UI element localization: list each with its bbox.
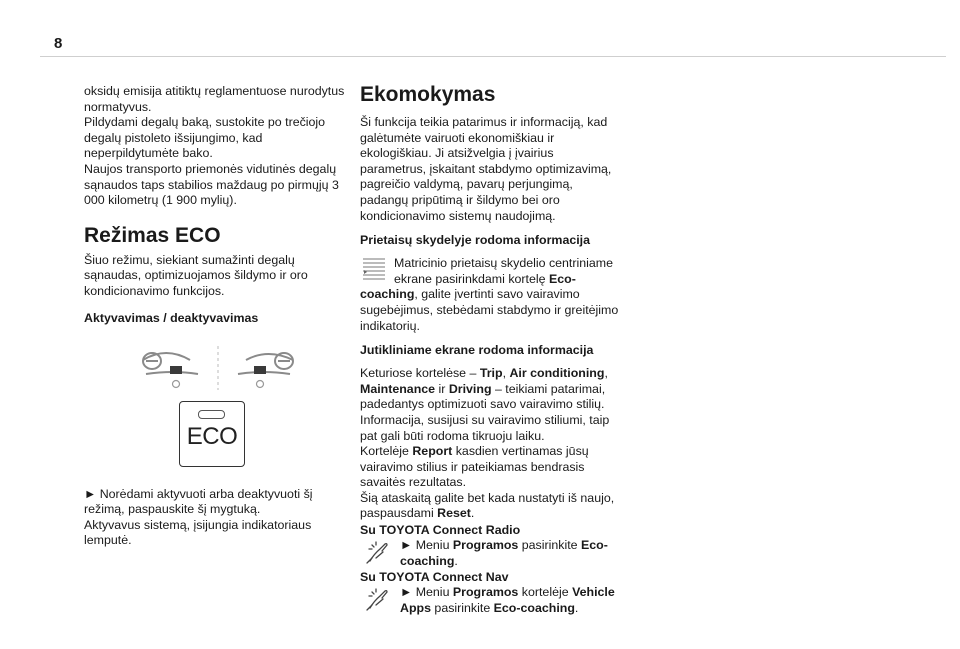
touchscreen-heading: Jutikliniame ekrane rodoma informacija [360, 343, 594, 358]
connect-nav-heading: Su TOYOTA Connect Nav [360, 570, 509, 585]
right-column [360, 84, 622, 616]
text-span: Keturiose kortelėse – [360, 366, 480, 381]
steering-wheel-icon [138, 344, 298, 394]
eco-mode-heading: Režimas ECO [84, 223, 221, 247]
text-span: kasdien vertinamas jūsų vairavimo stilius ir pateikiamas bendrasis savaitės rezultatas. [360, 444, 589, 490]
trip-tab-label: Trip [479, 366, 503, 381]
programos-menu-label: Programos [452, 538, 519, 553]
text-span: Kortelėje [360, 444, 413, 459]
instrument-panel-icon [360, 256, 388, 284]
header-divider [40, 56, 946, 57]
text-span: Šią ataskaitą galite bet kada nustatyti iš naujo, paspausdami [360, 490, 615, 521]
touch-hand-icon [364, 540, 390, 566]
left-column [84, 84, 346, 549]
eco-mode-text: Šiuo režimu, siekiant sumažinti degalų sąnaudas, optimizuojamos šildymo ir oro kondicionavimo funkcijos. [84, 252, 308, 298]
text-span: , [502, 366, 510, 381]
reset-label: Reset [437, 506, 471, 521]
eco-button [179, 401, 245, 467]
touch-hand-icon [364, 587, 390, 613]
text-span: . [470, 506, 475, 521]
text-span: . [454, 553, 458, 568]
reset-text [360, 491, 622, 522]
text-span: Meniu [412, 585, 453, 600]
arrow-icon: ► [400, 538, 413, 553]
realtime-text: Informacija, susijusi su vairavimo stiliumi, taip pat gali būti rodoma tikruoju laiku. [360, 412, 610, 443]
connect-radio-heading: Su TOYOTA Connect Radio [360, 523, 521, 538]
report-tab-label: Report [412, 444, 453, 459]
text-span: ir [435, 381, 449, 396]
text-span: , [604, 366, 608, 381]
eco-coaching-tab-label: Eco-coaching [360, 271, 576, 302]
page-number: 8 [54, 35, 63, 52]
instrument-panel-info [360, 256, 622, 334]
text-span: pasirinkite [430, 600, 494, 615]
intro-paragraph-2: Pildydami degalų baką, sustokite po trečiojo degalų pistoleto išsijungimo, kad neperpildytumėte bako. [84, 115, 326, 161]
arrow-icon: ► [400, 585, 413, 600]
vehicle-apps-tab-label: Vehicle Apps [400, 585, 615, 615]
maintenance-tab-label: Maintenance [360, 381, 436, 396]
connect-radio-step [360, 538, 622, 569]
instrument-text: Matricinio prietaisų skydelio centriniame ekrane pasirinkdami kortelę [394, 256, 613, 286]
activation-heading: Aktyvavimas / deaktyvavimas [84, 310, 259, 325]
eco-coaching-heading: Ekomokymas [360, 83, 496, 106]
air-conditioning-tab-label: Air conditioning [509, 366, 605, 381]
report-text [360, 444, 622, 491]
text-span: . [574, 600, 579, 615]
instruction-step [84, 487, 346, 518]
connect-nav-step [360, 585, 622, 616]
driving-tab-label: Driving [448, 381, 492, 396]
eco-coaching-option-label: Eco-coaching [400, 538, 608, 568]
eco-button-illustration [84, 334, 346, 479]
eco-coaching-option-label: Eco-coaching [493, 600, 575, 615]
text-span: pasirinkite [518, 538, 581, 553]
instruction-text: Norėdami aktyvuoti arba deaktyvuoti šį režimą, paspauskite šį mygtuką. [84, 486, 313, 517]
instrument-panel-heading: Prietaisų skydelyje rodoma informacija [360, 233, 591, 248]
text-span: Meniu [412, 538, 453, 553]
intro-paragraph-3: Naujos transporto priemonės vidutinės degalų sąnaudos taps stabilios maždaug po pirmųjų 3 000 kilometrų (1 900 mylių). [84, 161, 339, 208]
text-span: – teikiami patarimai, padedantys optimizuoti savo vairavimo stilių. [360, 381, 606, 412]
eco-button-label: ECO [186, 422, 238, 450]
eco-coaching-text: Ši funkcija teikia patarimus ir informaciją, kad galėtumėte vairuoti ekonomiškiau ir ekologiškiau. Ji atsižvelgia į įvairius parametrus, įskaitant stabdymo optimizavimą, pagreičio valdymą, pavarų perjungimą, padangų pripūtimą ir šildymo bei oro kondicionavimo sistemų naudojimą. [360, 115, 612, 223]
instruction-text-2: Aktyvavus sistemą, įsijungia indikatoriaus lemputė. [84, 517, 312, 548]
indicator-lamp-icon [198, 410, 225, 419]
touchscreen-tabs-text [360, 366, 622, 413]
arrow-icon: ► [84, 486, 97, 501]
intro-paragraph-1: oksidų emisija atitiktų reglamentuose nurodytus normatyvus. [84, 84, 345, 114]
text-span: kortelėje [518, 585, 573, 600]
instrument-text-end: , galite įvertinti savo vairavimo sugebėjimus, stebėdami stabdymo ir greitėjimo indikatorių. [360, 287, 619, 333]
programos-menu-label: Programos [452, 585, 519, 600]
